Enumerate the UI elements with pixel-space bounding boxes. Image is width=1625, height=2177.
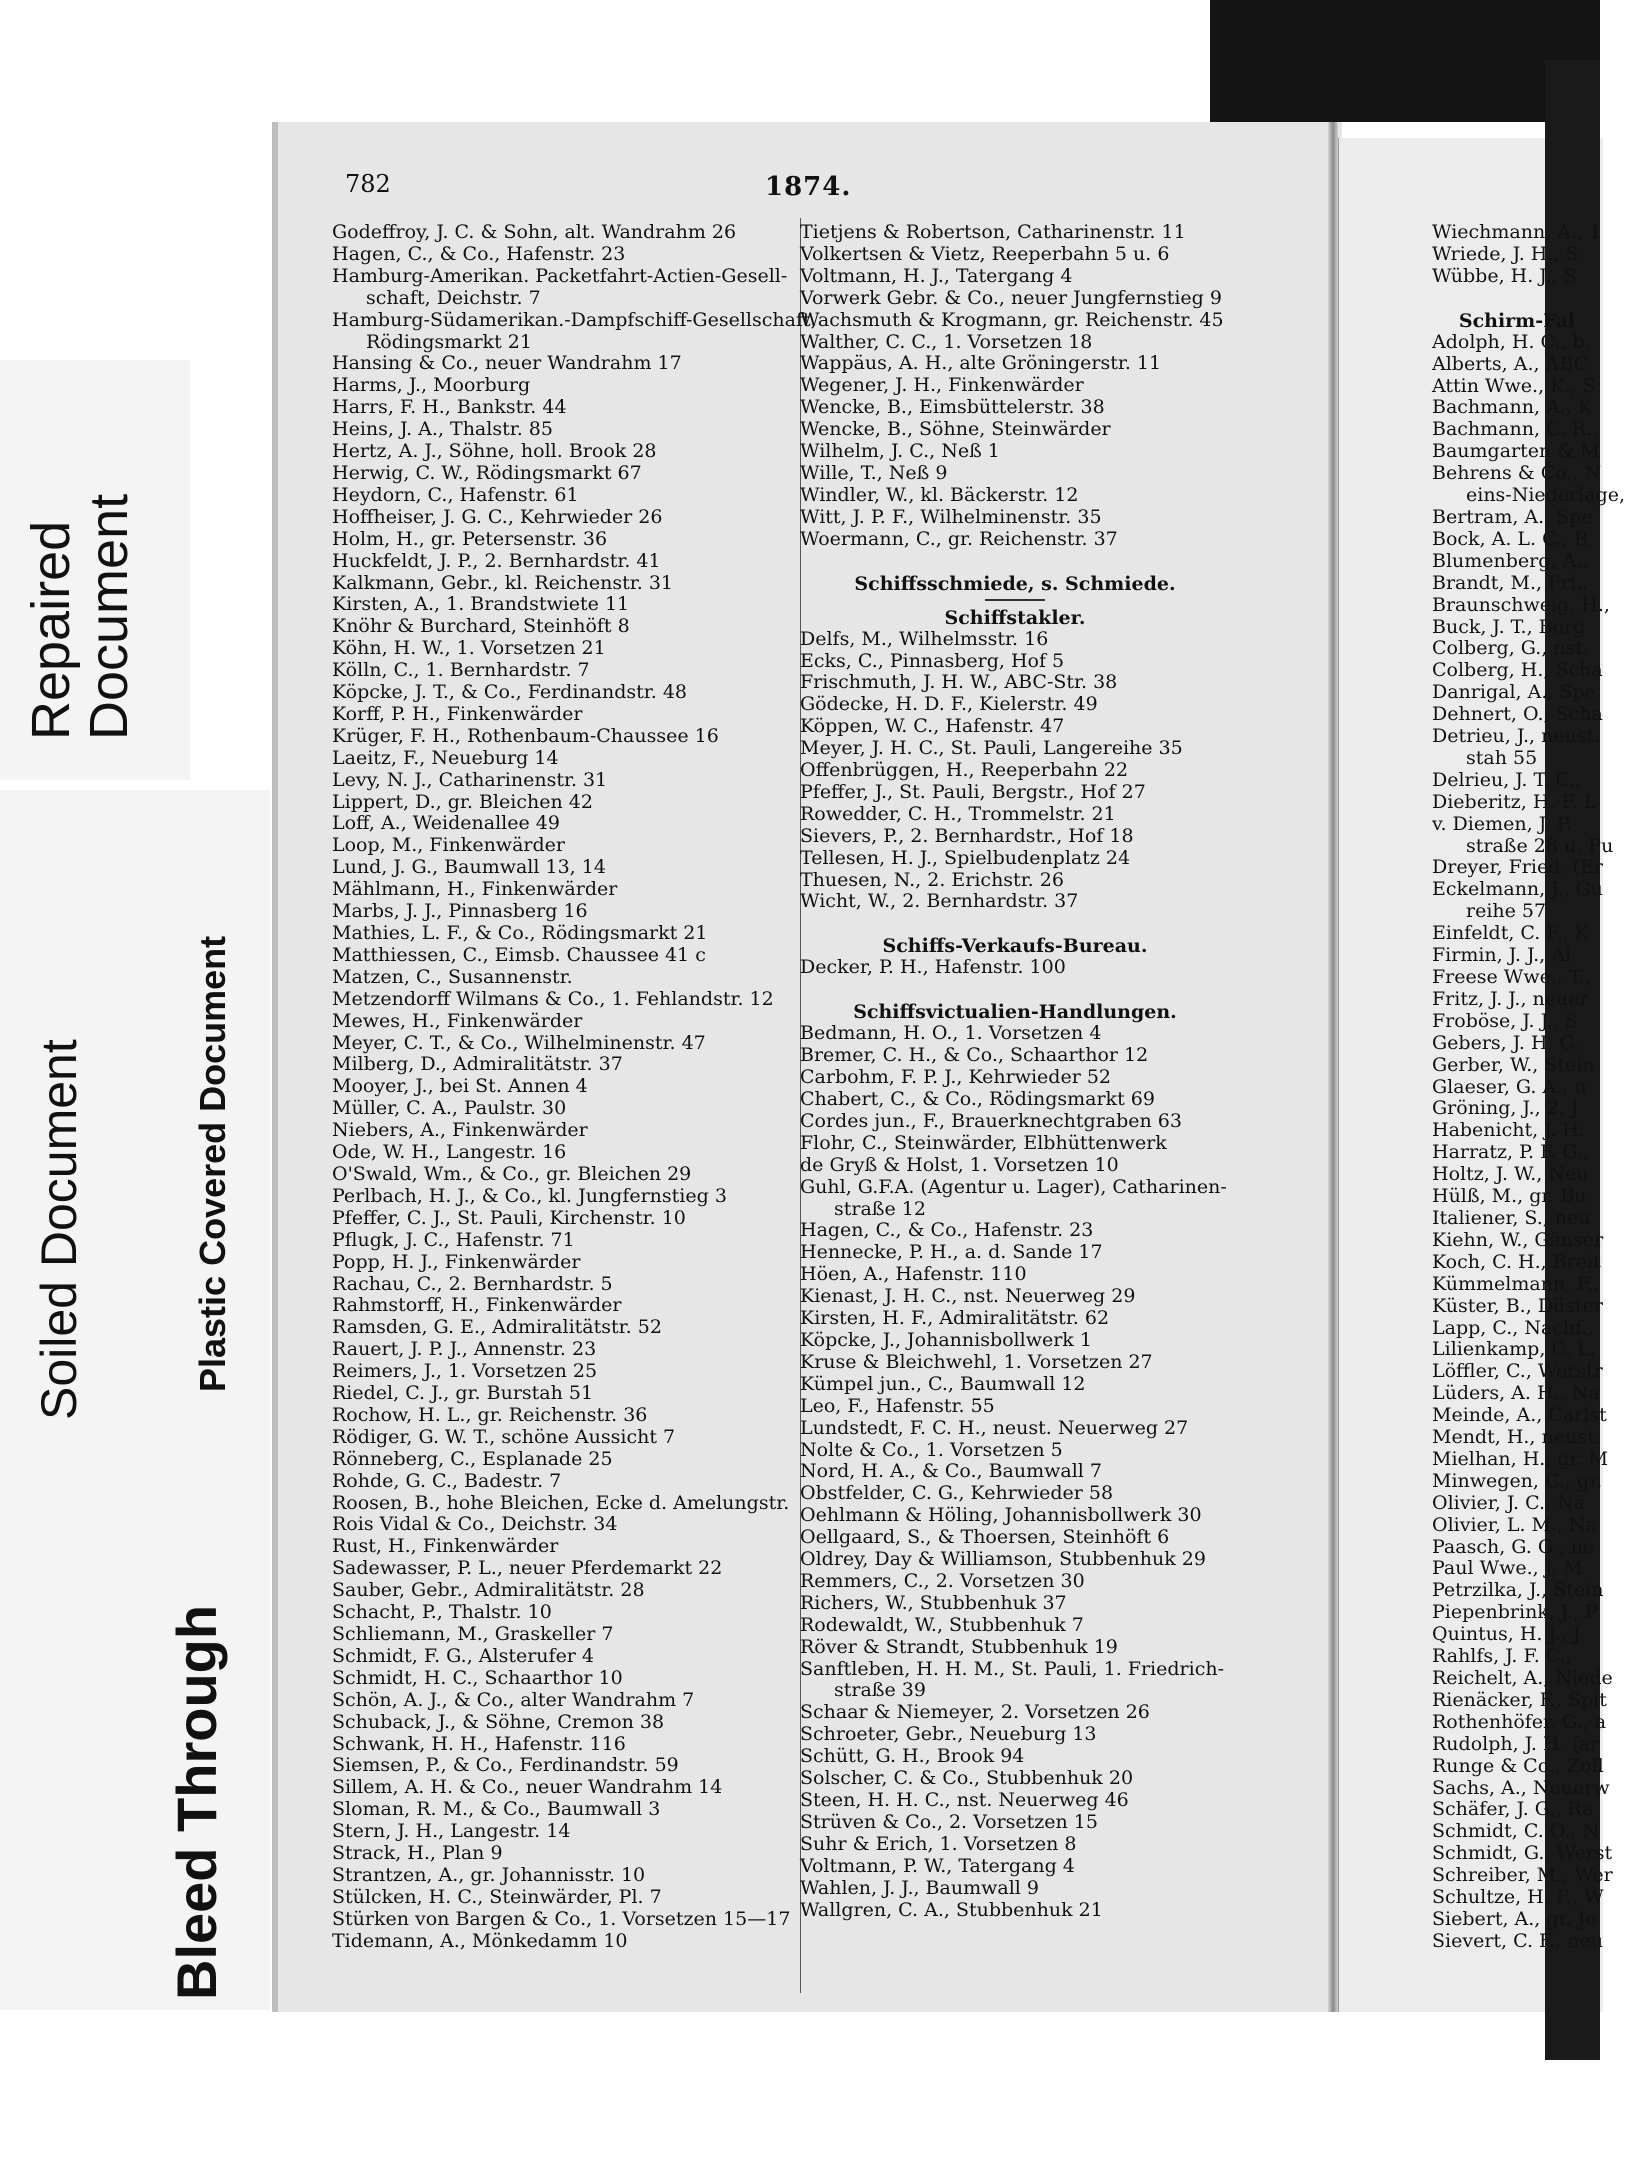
directory-entry: Bock, A. L. C., R [1432,527,1589,550]
directory-entry: Dieberitz, H. F. L [1432,790,1597,813]
section-heading: Schiffstakler. [944,606,1086,629]
directory-entry: Sauber, Gebr., Admiralitätstr. 28 [332,1579,645,1602]
entry-continuation: straße 12 [834,1197,926,1220]
directory-entry: Sillem, A. H. & Co., neuer Wandrahm 14 [332,1776,723,1799]
directory-entry: Froböse, J. J., S [1432,1009,1578,1032]
directory-entry: Hansing & Co., neuer Wandrahm 17 [332,352,682,375]
directory-entry: Offenbrüggen, H., Reeperbahn 22 [800,759,1129,782]
directory-entry: Attin Wwe., K., S [1432,374,1596,397]
directory-entry: Kirsten, A., 1. Brandstwiete 11 [332,593,630,616]
directory-entry: Levy, N. J., Catharinenstr. 31 [332,768,608,791]
directory-entry: Mooyer, J., bei St. Annen 4 [332,1075,588,1098]
directory-entry: Schäfer, J. G., Ra [1432,1798,1594,1821]
directory-entry: Vorwerk Gebr. & Co., neuer Jungfernstieg 9 [800,286,1222,309]
directory-entry: Glaeser, G. A., n [1432,1075,1587,1098]
directory-entry: Nord, H. A., & Co., Baumwall 7 [800,1460,1103,1483]
directory-entry: Hamburg-Amerikan. Packetfahrt-Actien-Gesell- [332,264,788,287]
directory-entry: Milberg, D., Admiralitätstr. 37 [332,1053,623,1076]
section-gap [800,913,1230,935]
directory-entry: Rowedder, C. H., Trommelstr. 21 [800,802,1116,825]
directory-entry: Mielhan, H., gr. M [1432,1447,1609,1470]
directory-entry: Piepenbrink, J., P [1432,1601,1598,1624]
directory-entry: Runge & Co., Zoll [1432,1754,1604,1777]
directory-entry: Dehnert, O., Scha [1432,703,1603,726]
directory-entry: Korff, P. H., Finkenwärder [332,702,583,725]
directory-entry: Laeitz, F., Neueburg 14 [332,746,559,769]
directory-entry: Mewes, H., Finkenwärder [332,1009,583,1032]
directory-entry: Koch, C. H., Breit [1432,1250,1601,1273]
directory-entry: Popp, H. J., Finkenwärder [332,1250,581,1273]
directory-entry: Rienäcker, F., Spit [1432,1688,1607,1711]
entry-continuation: straße 28 u. Pu [1466,834,1614,857]
directory-entry: Colberg, G., nst. [1432,637,1590,660]
directory-entry: Sievers, P., 2. Bernhardstr., Hof 18 [800,824,1134,847]
directory-entry: Gebers, J. H. C. [1432,1031,1580,1054]
directory-entry: Danrigal, A., Spe [1432,681,1596,704]
directory-entry: Blumenberg, A., [1432,549,1589,572]
directory-entry: Reichelt, A., Niede [1432,1667,1613,1689]
directory-entry: Schütt, G. H., Brook 94 [800,1745,1025,1768]
directory-entry: Schroeter, Gebr., Neueburg 13 [800,1723,1097,1746]
directory-entry: Tidemann, A., Mönkedamm 10 [332,1929,628,1952]
directory-entry: Hamburg-Südamerikan.-Dampfschiff-Gesellschaft, [332,308,817,331]
directory-entry: Kirsten, H. F., Admiralitätstr. 62 [800,1307,1110,1330]
directory-entry: Matthiessen, C., Eimsb. Chaussee 41 c [332,943,706,966]
directory-entry: Rahlfs, J. F. C., [1432,1645,1572,1668]
directory-entry: Sievert, C. F., neu [1432,1929,1604,1952]
directory-entry: Heydorn, C., Hafenstr. 61 [332,483,579,506]
directory-entry: Sachs, A., Neuerw [1432,1776,1610,1799]
directory-entry: de Gryß & Holst, 1. Vorsetzen 10 [800,1153,1119,1176]
directory-entry: Strack, H., Plan 9 [332,1842,503,1865]
directory-entry: Metzendorff Wilmans & Co., 1. Fehlandstr. 12 [332,987,774,1010]
directory-entry: Schacht, P., Thalstr. 10 [332,1601,552,1624]
directory-entry: Strantzen, A., gr. Johannisstr. 10 [332,1863,646,1886]
directory-entry: Schreiber, M., Wer [1432,1864,1613,1887]
directory-entry: Kalkmann, Gebr., kl. Reichenstr. 31 [332,571,673,594]
directory-entry: Solscher, C. & Co., Stubbenhuk 20 [800,1767,1134,1790]
directory-entry: Kienast, J. H. C., nst. Neuerweg 29 [800,1285,1136,1308]
directory-entry: Detrieu, J., neust. [1432,725,1601,748]
section-gap [1432,288,1602,310]
label-bleed-through: Bleed Through [165,1604,228,2000]
directory-entry: Gröning, J., 2. J [1432,1097,1579,1120]
directory-entry: Dreyer, Fried. (Er [1432,856,1603,879]
section-heading: Schiffsschmiede, s. Schmiede. [854,572,1176,595]
directory-entry: Hülß, M., gr. Bu [1432,1185,1587,1208]
directory-entry: Lippert, D., gr. Bleichen 42 [332,790,593,813]
directory-entry: Krüger, F. H., Rothenbaum-Chaussee 16 [332,724,719,747]
directory-entry: Godeffroy, J. C. & Sohn, alt. Wandrahm 26 [332,221,737,243]
directory-entry: Firmin, J. J., Al [1432,944,1572,967]
directory-entry: Wegener, J. H., Finkenwärder [800,374,1084,397]
section-heading: Schiffsvictualien-Handlungen. [853,1001,1177,1024]
directory-entry: Wallgren, C. A., Stubbenhuk 21 [800,1898,1103,1921]
directory-entry: Löffler, C., Werstr [1432,1360,1603,1383]
dark-background-top [1210,0,1600,122]
directory-entry: Oehlmann & Höling, Johannisbollwerk 30 [800,1504,1202,1527]
directory-entry: Wriede, J. H., S [1432,242,1579,265]
directory-entry: Roosen, B., hohe Bleichen, Ecke d. Amelungstr. [332,1491,790,1514]
directory-entry: Harratz, P. F. G., [1432,1141,1590,1164]
directory-entry: Rachau, C., 2. Bernhardstr. 5 [332,1272,613,1295]
entry-continuation: reihe 57 [1466,900,1547,923]
directory-entry: Meyer, C. T., & Co., Wilhelminenstr. 47 [332,1031,706,1054]
page-year: 1874. [765,172,852,202]
directory-entry: Schmidt, G., Werst [1432,1842,1613,1865]
entry-continuation: eins-Niederlage, [1466,484,1625,507]
directory-entry: Rönneberg, C., Esplanade 25 [332,1447,613,1470]
directory-entry: Schmidt, C. O., N [1432,1820,1600,1843]
directory-entry: Fritz, J. J., neuer [1432,987,1589,1010]
directory-entry: Röver & Strandt, Stubbenhuk 19 [800,1635,1118,1658]
directory-entry: Baumgarten & M [1432,440,1600,463]
directory-entry: Gödecke, H. D. F., Kielerstr. 49 [800,693,1098,716]
directory-column-facing-page [1432,221,1625,1953]
directory-column-middle [800,222,1230,1921]
directory-entry: v. Diemen, J. P. [1432,812,1572,835]
directory-entry: Windler, W., kl. Bäckerstr. 12 [800,483,1079,506]
directory-entry: Wübbe, H. J., S [1432,264,1577,287]
directory-entry: Köppen, W. C., Hafenstr. 47 [800,715,1065,738]
directory-entry: Guhl, G.F.A. (Agentur u. Lager), Catharinen- [800,1175,1227,1198]
directory-entry: Strüven & Co., 2. Vorsetzen 15 [800,1810,1098,1833]
directory-entry: Bertram, A., Spe [1432,505,1593,528]
page-header [345,170,1315,210]
directory-entry: Höen, A., Hafenstr. 110 [800,1263,1027,1286]
directory-entry: Rahmstorff, H., Finkenwärder [332,1294,622,1317]
directory-entry: Wiechmann, A., 1 [1432,221,1602,243]
book-gutter [1328,122,1338,2012]
directory-entry: Buck, J. T., Borg [1432,615,1586,638]
directory-entry: Köpcke, J., Johannisbollwerk 1 [800,1328,1092,1351]
directory-entry: Perlbach, H. J., & Co., kl. Jungfernstieg 3 [332,1184,727,1207]
directory-entry: Quintus, H. J., J [1432,1623,1581,1646]
directory-entry: Paul Wwe., J. M [1432,1557,1583,1580]
directory-entry: Remmers, C., 2. Vorsetzen 30 [800,1569,1085,1592]
directory-entry: Cordes jun., F., Brauerknechtgraben 63 [800,1109,1182,1132]
directory-entry: Decker, P. H., Hafenstr. 100 [800,956,1066,979]
label-repaired-document: Repaired Document [21,493,139,740]
directory-entry: Rauert, J. P. J., Annenstr. 23 [332,1338,597,1361]
directory-entry: Nolte & Co., 1. Vorsetzen 5 [800,1438,1063,1461]
directory-entry: Hagen, C., & Co., Hafenstr. 23 [332,242,626,265]
directory-entry: Sanftleben, H. H. M., St. Pauli, 1. Friedrich- [800,1657,1224,1680]
directory-entry: Schmidt, H. C., Schaarthor 10 [332,1666,623,1689]
directory-entry: Gerber, W., Stein [1432,1053,1595,1076]
section-gap [800,979,1230,1001]
directory-entry: Walther, C. C., 1. Vorsetzen 18 [800,330,1093,353]
directory-entry: Bedmann, H. O., 1. Vorsetzen 4 [800,1022,1102,1045]
directory-entry: Colberg, H., Scha [1432,659,1603,682]
directory-entry: Schliemann, M., Graskeller 7 [332,1623,614,1645]
directory-entry: Wahlen, J. J., Baumwall 9 [800,1876,1039,1899]
directory-entry: Herwig, C. W., Rödingsmarkt 67 [332,461,642,484]
directory-entry: Wappäus, A. H., alte Gröningerstr. 11 [800,352,1162,375]
directory-entry: Obstfelder, C. G., Kehrwieder 58 [800,1482,1114,1505]
directory-entry: Leo, F., Hafenstr. 55 [800,1394,995,1417]
entry-continuation: schaft, Deichstr. 7 [366,286,541,309]
directory-entry: Wilhelm, J. C., Neß 1 [800,440,1000,463]
directory-entry: Niebers, A., Finkenwärder [332,1119,588,1142]
directory-entry: Schuback, J., & Söhne, Cremon 38 [332,1710,665,1733]
directory-entry: Hennecke, P. H., a. d. Sande 17 [800,1241,1103,1264]
directory-entry: Ecks, C., Pinnasberg, Hof 5 [800,649,1065,672]
directory-entry: Holm, H., gr. Petersenstr. 36 [332,527,608,550]
directory-entry: Holtz, J. W., Neu [1432,1163,1589,1186]
section-gap [800,551,1230,573]
directory-entry: Rodewaldt, W., Stubbenhuk 7 [800,1613,1084,1636]
directory-entry: Wicht, W., 2. Bernhardstr. 37 [800,890,1079,913]
directory-entry: Rust, H., Finkenwärder [332,1535,559,1558]
directory-entry: Flohr, C., Steinwärder, Elbhüttenwerk [800,1131,1167,1154]
directory-entry: Knöhr & Burchard, Steinhöft 8 [332,615,630,638]
directory-entry: Mathies, L. F., & Co., Rödingsmarkt 21 [332,922,708,944]
directory-entry: Ramsden, G. E., Admiralitätstr. 52 [332,1316,662,1339]
directory-entry: Lund, J. G., Baumwall 13, 14 [332,856,606,879]
directory-entry: Küster, B., Düster [1432,1294,1603,1317]
directory-entry: Schwank, H. H., Hafenstr. 116 [332,1732,626,1755]
directory-entry: Wille, T., Neß 9 [800,461,948,484]
directory-entry: Alberts, A., ABC [1432,352,1589,375]
label-soiled-document: Soiled Document [31,1039,87,1420]
directory-entry: Pfeffer, J., St. Pauli, Bergstr., Hof 27 [800,780,1146,803]
directory-entry: Kümmelmann, F., [1432,1272,1600,1295]
directory-entry: Bachmann, A., K [1432,396,1593,419]
directory-entry: Sloman, R. M., & Co., Baumwall 3 [332,1798,661,1821]
directory-entry: Kiehn, W., Gänser [1432,1228,1604,1251]
directory-entry: Stülcken, H. C., Steinwärder, Pl. 7 [332,1885,662,1908]
directory-entry: Hertz, A. J., Söhne, holl. Brook 28 [332,440,657,463]
directory-entry: Olivier, L. M., Na [1432,1513,1598,1536]
directory-entry: Köpcke, J. T., & Co., Ferdinandstr. 48 [332,681,688,704]
directory-entry: Chabert, C., & Co., Rödingsmarkt 69 [800,1088,1155,1110]
directory-entry: Schultze, H. F., W [1432,1886,1604,1909]
directory-entry: Delfs, M., Wilhelmsstr. 16 [800,627,1049,650]
directory-column-left [332,221,817,1953]
directory-entry: Delrieu, J. T. C., [1432,768,1582,791]
directory-entry: Volkertsen & Vietz, Reeperbahn 5 u. 6 [800,242,1170,265]
directory-entry: Tellesen, H. J., Spielbudenplatz 24 [800,846,1131,869]
directory-entry: Köhn, H. W., 1. Vorsetzen 21 [332,637,606,660]
section-heading: Schirm-Fal [1458,309,1576,332]
directory-entry: Mendt, H., neust. [1432,1426,1601,1449]
directory-entry: Lüders, A. H., Na [1432,1382,1600,1405]
directory-entry: Wencke, B., Söhne, Steinwärder [800,418,1111,441]
label-plastic-covered-document: Plastic Covered Document [192,935,233,1392]
page-number: 782 [345,170,391,198]
directory-entry: Huckfeldt, J. P., 2. Bernhardstr. 41 [332,549,661,572]
directory-entry: Brandt, M., Frl., [1432,571,1589,594]
directory-entry: Müller, C. A., Paulstr. 30 [332,1097,567,1120]
directory-entry: Rohde, G. C., Badestr. 7 [332,1469,562,1492]
directory-entry: Witt, J. P. F., Wilhelminenstr. 35 [800,505,1102,528]
directory-entry: Pflugk, J. C., Hafenstr. 71 [332,1228,575,1251]
directory-entry: Oellgaard, S., & Thoersen, Steinhöft 6 [800,1526,1170,1549]
directory-entry: Schmidt, F. G., Alsterufer 4 [332,1644,595,1667]
directory-entry: Kümpel jun., C., Baumwall 12 [800,1372,1086,1395]
directory-entry: Ode, W. H., Langestr. 16 [332,1141,567,1164]
directory-entry: Marbs, J. J., Pinnasberg 16 [332,900,588,923]
directory-entry: Eckelmann, J., Gu [1432,878,1603,901]
directory-entry: Loff, A., Weidenallee 49 [332,812,560,835]
directory-entry: Rothenhöfer, G., a [1432,1710,1607,1733]
directory-entry: Tietjens & Robertson, Catharinenstr. 11 [800,221,1186,243]
directory-entry: Rudolph, J. H. (ar [1432,1732,1600,1755]
directory-entry: O'Swald, Wm., & Co., gr. Bleichen 29 [332,1162,692,1185]
directory-entry: Einfeldt, C. F., K [1432,922,1589,945]
directory-entry: Lilienkamp, C. L. [1432,1338,1597,1361]
directory-entry: Rois Vidal & Co., Deichstr. 34 [332,1513,618,1536]
directory-entry: Schaar & Niemeyer, 2. Vorsetzen 26 [800,1701,1150,1724]
directory-entry: Italiener, S., neu [1432,1206,1591,1229]
directory-entry: Meinde, A., Carlst [1432,1404,1607,1427]
directory-entry: Hagen, C., & Co., Hafenstr. 23 [800,1219,1094,1242]
directory-entry: Matzen, C., Susannenstr. [332,965,573,988]
directory-entry: Paasch, G. G., ne [1432,1535,1594,1558]
directory-entry: Bachmann, C. R., [1432,418,1599,441]
directory-entry: Lundstedt, F. C. H., neust. Neuerweg 27 [800,1416,1189,1439]
directory-entry: Riedel, C. J., gr. Burstah 51 [332,1382,594,1405]
directory-entry: Reimers, J., 1. Vorsetzen 25 [332,1360,598,1383]
directory-entry: Wencke, B., Eimsbüttelerstr. 38 [800,396,1105,419]
directory-entry: Steen, H. H. C., nst. Neuerweg 46 [800,1789,1129,1811]
directory-entry: Suhr & Erich, 1. Vorsetzen 8 [800,1832,1077,1855]
directory-entry: Thuesen, N., 2. Erichstr. 26 [800,868,1064,891]
directory-entry: Carbohm, F. P. J., Kehrwieder 52 [800,1066,1111,1089]
directory-entry: Olivier, J. C., Na [1432,1491,1586,1514]
directory-entry: Freese Wwe., T., [1432,966,1591,988]
directory-entry: Meyer, J. H. C., St. Pauli, Langereihe 35 [800,737,1183,760]
directory-entry: Richers, W., Stubbenhuk 37 [800,1591,1067,1614]
entry-continuation: Rödingsmarkt 21 [366,330,532,353]
directory-entry: Siemsen, P., & Co., Ferdinandstr. 59 [332,1754,679,1777]
directory-entry: Harms, J., Moorburg [332,374,531,397]
directory-entry: Rödiger, G. W. T., schöne Aussicht 7 [332,1425,676,1448]
directory-entry: Frischmuth, J. H. W., ABC-Str. 38 [800,671,1118,694]
directory-entry: Oldrey, Day & Williamson, Stubbenhuk 29 [800,1548,1206,1571]
directory-entry: Kölln, C., 1. Bernhardstr. 7 [332,659,590,682]
directory-entry: Wachsmuth & Krogmann, gr. Reichenstr. 45 [800,308,1224,331]
section-rule [985,599,1045,601]
directory-entry: Habenicht, J. H. [1432,1119,1586,1142]
directory-entry: Rochow, H. L., gr. Reichenstr. 36 [332,1403,648,1426]
directory-entry: Hoffheiser, J. G. C., Kehrwieder 26 [332,505,663,528]
directory-entry: Braunschweig, H., [1432,593,1610,616]
directory-entry: Petrzilka, J., Stein [1432,1579,1604,1602]
directory-entry: Voltmann, H. J., Tatergang 4 [800,264,1073,287]
directory-entry: Behrens & Co., N [1432,462,1602,485]
directory-entry: Siebert, A., gr. Jo [1432,1907,1597,1930]
directory-entry: Pfeffer, C. J., St. Pauli, Kirchenstr. 10 [332,1206,686,1229]
directory-entry: Sadewasser, P. L., neuer Pferdemarkt 22 [332,1557,723,1580]
directory-entry: Mählmann, H., Finkenwärder [332,878,618,901]
directory-entry: Schön, A. J., & Co., alter Wandrahm 7 [332,1688,695,1711]
directory-entry: Woermann, C., gr. Reichenstr. 37 [800,527,1118,550]
entry-continuation: stah 55 [1466,746,1538,769]
directory-entry: Lapp, C., Nachf., [1432,1316,1594,1339]
directory-entry: Harrs, F. H., Bankstr. 44 [332,396,567,419]
directory-entry: Bremer, C. H., & Co., Schaarthor 12 [800,1044,1149,1067]
directory-entry: Kruse & Bleichwehl, 1. Vorsetzen 27 [800,1350,1153,1373]
section-heading: Schiffs-Verkaufs-Bureau. [882,935,1148,958]
directory-entry: Stern, J. H., Langestr. 14 [332,1820,571,1843]
directory-entry: Voltmann, P. W., Tatergang 4 [800,1854,1075,1877]
directory-entry: Heins, J. A., Thalstr. 85 [332,418,553,441]
directory-entry: Adolph, H. C., b. [1432,330,1591,353]
directory-entry: Minwegen, C., gr. [1432,1469,1603,1492]
directory-entry: Loop, M., Finkenwärder [332,834,565,857]
entry-continuation: straße 39 [834,1679,926,1702]
directory-entry: Stürken von Bargen & Co., 1. Vorsetzen 15—17 [332,1907,791,1930]
